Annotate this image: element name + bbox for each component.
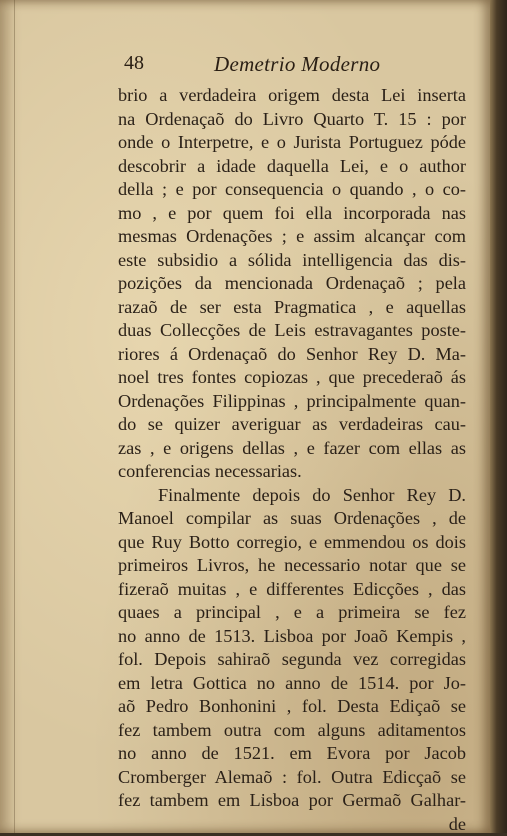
page-number: 48 (124, 52, 144, 75)
text-line: della ; e por consequencia o quando , o co- (118, 178, 466, 202)
text-line: quaes a principal , e a primeira se fez (118, 601, 466, 625)
text-line: descobrir a idade daquella Lei, e o author (118, 155, 466, 179)
text-line: fez tambem outra com alguns aditamentos (118, 719, 466, 743)
text-line: conferencias necessarias. (118, 460, 466, 484)
text-line: fol. Depois sahiraõ segunda vez corregidas (118, 648, 466, 672)
text-line: onde o Interpetre, e o Jurista Portuguez póde (118, 131, 466, 155)
paragraph-1 (118, 84, 466, 484)
text-line: Cromberger Alemaõ : fol. Outra Edicçaõ se (118, 766, 466, 790)
text-line: pozições da mencionada Ordenaçaõ ; pela (118, 272, 466, 296)
catchword: de (118, 813, 466, 836)
running-title: Demetrio Moderno (214, 52, 380, 77)
text-line: fizeraõ muitas , e differentes Edicções , das (118, 578, 466, 602)
text-line: no anno de 1513. Lisboa por Joaõ Kempis , (118, 625, 466, 649)
text-line: riores á Ordenaçaõ do Senhor Rey D. Ma- (118, 343, 466, 367)
text-line: mo , e por quem foi ella incorporada nas (118, 202, 466, 226)
page-header (120, 52, 460, 80)
text-line: em letra Gottica no anno de 1514. por Jo- (118, 672, 466, 696)
paragraph-2 (118, 484, 466, 813)
text-line: noel tres fontes copiozas , que precederaõ ás (118, 366, 466, 390)
text-line: duas Collecções de Leis estravagantes poste- (118, 319, 466, 343)
text-line: Ordenações Filippinas , principalmente quan- (118, 390, 466, 414)
text-line: zas , e origens dellas , e fazer com ellas as (118, 437, 466, 461)
text-line: que Ruy Botto corregio, e emmendou os dois (118, 531, 466, 555)
book-spine-edge (490, 0, 507, 833)
text-line: aõ Pedro Bonhonini , fol. Desta Ediçaõ se (118, 695, 466, 719)
text-line: fez tambem em Lisboa por Germaõ Galhar- (118, 789, 466, 813)
gutter-line (14, 0, 15, 833)
text-line: no anno de 1521. em Evora por Jacob (118, 742, 466, 766)
text-line: este subsidio a sólida intelligencia das dis- (118, 249, 466, 273)
body-text (118, 84, 466, 836)
text-line: primeiros Livros, he necessario notar que se (118, 554, 466, 578)
text-line: brio a verdadeira origem desta Lei inserta (118, 84, 466, 108)
text-line: Finalmente depois do Senhor Rey D. (118, 484, 466, 508)
text-line: Manoel compilar as suas Ordenações , de (118, 507, 466, 531)
text-line: do se quizer averiguar as verdadeiras cau- (118, 413, 466, 437)
text-line: na Ordenaçaõ do Livro Quarto T. 15 : por (118, 108, 466, 132)
text-line: mesmas Ordenações ; e assim alcançar com (118, 225, 466, 249)
text-line: razaõ de ser esta Pragmatica , e aquellas (118, 296, 466, 320)
